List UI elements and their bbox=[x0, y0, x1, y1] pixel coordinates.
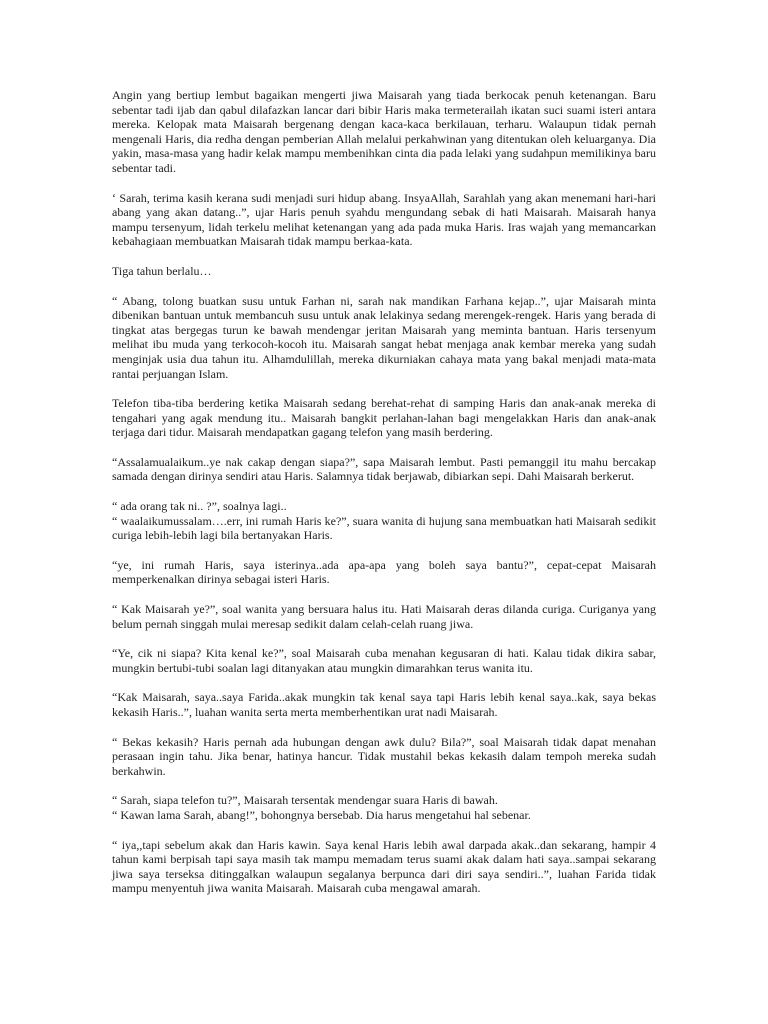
paragraph-haris-calls: “ Sarah, siapa telefon tu?”, Maisarah tersentak mendengar suara Haris di bawah. “ Kawan lama Sarah, abang!”, bohongnya bersebab. Dia harus mengetahui hal sebenar. bbox=[112, 793, 531, 822]
paragraph-phone-rings: Telefon tiba-tiba berdering ketika Maisarah sedang berehat-rehat di samping Haris dan anak-anak mereka di tengahari yang agak mendung itu.. Maisarah bangkit perlahan-lahan bagi mengelakkan Haris dan anak-anak terjaga dari tidur. Maisarah mendapatkan gagang telefon yang masih berdering. bbox=[112, 396, 656, 440]
paragraph-suspicion: “ Kak Maisarah ye?”, soal wanita yang bersuara halus itu. Hati Maisarah deras dilanda curiga. Curiganya yang belum pernah singgah mulai meresap sedikit dalam celah-celah ruang jiwa. bbox=[112, 602, 656, 631]
paragraph-opening: Angin yang bertiup lembut bagaikan mengerti jiwa Maisarah yang tiada berkocak penuh ketenangan. Baru sebentar tadi ijab dan qabul dilafazkan lancar dari bibir Haris maka termeterailah ikatan suci suami isteri antara mereka. Kelopak mata Maisarah bergenang dengan kaca-kaca berkilauan, terharu. Walaupun tidak pernah mengenali Haris, dia redha dengan pemberian Allah melalui perkahwinan yang ditentukan oleh keluarganya. Dia yakin, masa-masa yang hadir kelak mampu membenihkan cinta dia pada lelaki yang sudahpun memilikinya baru sebentar tadi. bbox=[112, 88, 656, 175]
paragraph-former-lover: “ Bekas kekasih? Haris pernah ada hubungan dengan awk dulu? Bila?”, soal Maisarah tidak dapat menahan perasaan ingin tahu. Jika benar, hatinya hancur. Tidak mustahil bekas kekasih dalam tempoh mereka sudah berkahwin. bbox=[112, 734, 656, 778]
paragraph-who-are-you: “Ye, cik ni siapa? Kita kenal ke?”, soal Maisarah cuba menahan kegusaran di hati. Kalau tidak dikira sabar, mungkin bertubi-tubi soalan lagi ditanyakan atau mungkin dimarahkan terus wanita itu. bbox=[112, 646, 656, 675]
paragraph-greeting: “Assalamualaikum..ye nak cakap dengan siapa?”, sapa Maisarah lembut. Pasti pemanggil itu mahu bercakap samada dengan dirinya sendiri atau Haris. Salamnya tidak berjawab, dibiarkan sepi. Dahi Maisarah berkerut. bbox=[112, 454, 656, 484]
paragraph-farida-confession: “ iya,,tapi sebelum akak dan Haris kawin. Saya kenal Haris lebih awal darpada akak..dan sekarang, hampir 4 tahun kami berpisah tapi saya masih tak mampu memadam terus suami akak dalam hati saya..sampai sekarang jiwa saya terseksa ditinggalkan walaupun segalanya berpunca dari diri saya sendiri..”, luahan Farida tidak mampu menyentuh jiwa wanita Maisarah. Maisarah cuba mengawal amarah. bbox=[112, 837, 656, 896]
paragraph-twins: “ Abang, tolong buatkan susu untuk Farhan ni, sarah nak mandikan Farhana kejap..”, ujar Maisarah minta dibenikan bantuan untuk membancuh susu untuk anak lelakinya sedang merengek-rengek. Haris yang berada di tingkat atas bergegas turun ke bawah mendengar jeritan Maisarah yang meminta bantuan. Haris tersenyum melihat ibu muda yang terkocoh-kocoh itu. Maisarah sangat hebat menjaga anak kembar mereka yang sudah menginjak usia dua tahun itu. Alhamdulillah, mereka dikurniakan cahaya mata yang bakal menjadi mata-mata rantai perjuangan Islam. bbox=[112, 293, 656, 381]
paragraph-caller-asks: “ ada orang tak ni.. ?”, soalnya lagi.. “ waalaikumussalam….err, ini rumah Haris ke?”, suara wanita di hujung sana membuatkan hati Maisarah sedikit curiga lebih-lebih lagi bila bertanyakan Haris. bbox=[112, 499, 656, 543]
paragraph-farida-reveal: “Kak Maisarah, saya..saya Farida..akak mungkin tak kenal saya tapi Haris lebih kenal saya..kak, saya bekas kekasih Haris..”, luahan wanita serta merta memberhentikan urat nadi Maisarah. bbox=[112, 690, 656, 719]
paragraph-time-skip: Tiga tahun berlalu… bbox=[112, 263, 212, 278]
document-page bbox=[112, 88, 656, 896]
paragraph-wife-intro: “ye, ini rumah Haris, saya isterinya..ada apa-apa yang boleh saya bantu?”, cepat-cepat Maisarah memperkenalkan dirinya sebagai isteri Haris. bbox=[112, 557, 656, 587]
paragraph-haris-thanks: ‘ Sarah, terima kasih kerana sudi menjadi suri hidup abang. InsyaAllah, Sarahlah yang akan menemani hari-hari abang yang akan datang..”, ujar Haris penuh syahdu mengundang sebak di hati Maisarah. Maisarah hanya mampu tersenyum, lidah terkelu melihat ketenangan yang ada pada muka Haris. Iras wajah yang memancarkan kebahagiaan membuatkan Maisarah tidak mampu berkaa-kata. bbox=[112, 190, 656, 249]
